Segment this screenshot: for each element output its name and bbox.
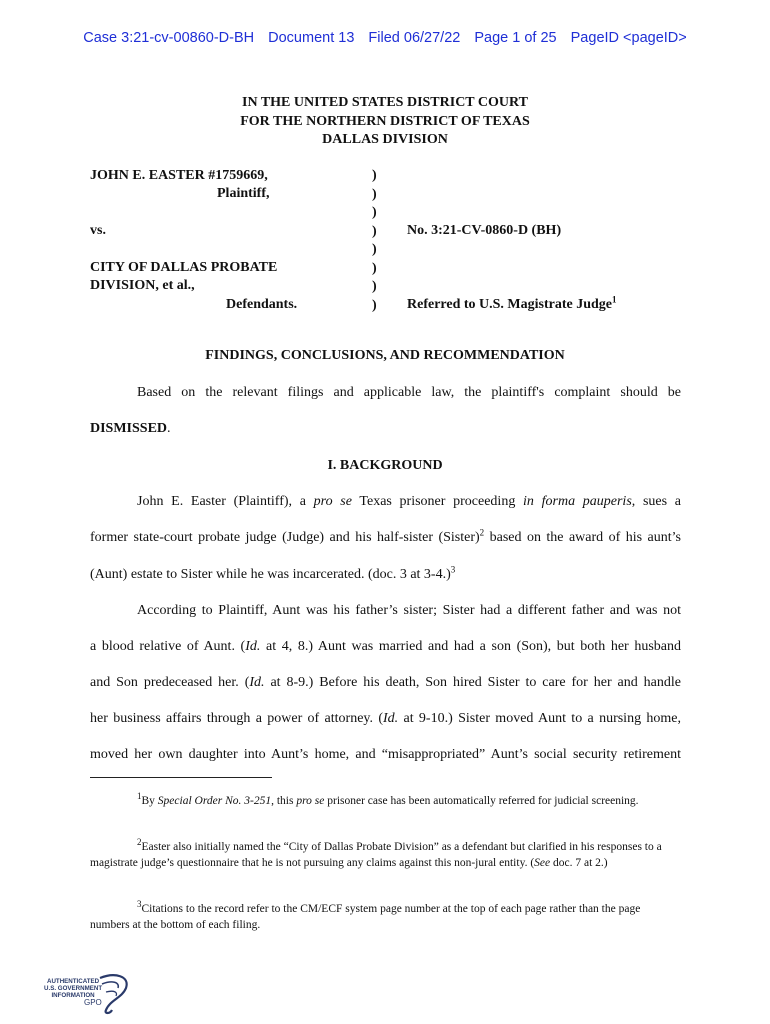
plaintiff-role: Plaintiff, [217, 186, 270, 201]
court-line-3: DALLAS DIVISION [322, 132, 448, 147]
intro-line-1: Based on the relevant filings and applicable law, the plaintiff's complaint should be [137, 385, 681, 400]
para1-line-3: (Aunt) estate to Sister while he was incarcerated. (doc. 3 at 3-4.)$^3$ [90, 564, 456, 582]
court-line-2: FOR THE NORTHERN DISTRICT OF TEXAS [240, 113, 530, 129]
para2-line-2: a blood relative of Aunt. (Id. at 4, 8.) Aunt was married and had a son (Son), but both her husband [90, 639, 681, 654]
page-number: Page 1 of 25 [474, 30, 557, 46]
court-line-1: IN THE UNITED STATES DISTRICT COURT [242, 95, 528, 110]
document-title: FINDINGS, CONCLUSIONS, AND RECOMMENDATION [205, 348, 565, 363]
defendant-line-1: CITY OF DALLAS PROBATE [90, 260, 278, 275]
footnote-1: $^1$By Special Order No. 3-251, this pro se prisoner case has been automatically referred for judicial screening. [137, 791, 639, 807]
footnote-2: $^2$Easter also initially named the “City of Dallas Probate Division” as a defendant but clarified in his responses to a magistrate judge’s questionnaire that he is not pursuing any claims against this non-jural entity. (See doc. 7 at 2.) [90, 837, 662, 869]
footnote-3: $^3$Citations to the record refer to the CM/ECF system page number at the top of each page rather than the page numbers at the bottom of each filing. [90, 899, 641, 931]
para1-line-2: former state-court probate judge (Judge) and his half-sister (Sister)$^2$ based on the award of his aunt’s [90, 527, 681, 545]
referral-note: Referred to U.S. Magistrate Judge$^1$ [407, 294, 617, 312]
versus: vs. [90, 223, 106, 238]
footnote-ref-1: 1 [612, 294, 617, 305]
para1-line-1: John E. Easter (Plaintiff), a pro se Texas prisoner proceeding in forma pauperis, sues a [137, 494, 682, 509]
para2-line-4: her business affairs through a power of attorney. (Id. at 9-10.) Sister moved Aunt to a nursing home, [90, 711, 681, 726]
document-header [0, 30, 770, 46]
para2-line-5: moved her own daughter into Aunt’s home, and “misappropriated” Aunt’s social security retirement [90, 747, 681, 762]
filed-date: Filed 06/27/22 [368, 30, 461, 46]
case-number-header: Case 3:21-cv-00860-D-BH [83, 30, 255, 46]
defendant-role: Defendants. [226, 297, 298, 312]
page-id: PageID <pageID> [570, 30, 687, 46]
caption-parentheses: ) ) ) ) ) ) ) ) [372, 168, 377, 313]
footnote-separator [90, 777, 272, 778]
footnote-ref-2: 2 [479, 527, 485, 538]
case-number: No. 3:21-CV-0860-D (BH) [407, 223, 562, 238]
authentication-text: AUTHENTICATED U.S. GOVERNMENT INFORMATION [44, 978, 103, 999]
defendant-line-2: DIVISION, et al., [90, 278, 195, 293]
section-heading-background: I. BACKGROUND [327, 458, 443, 473]
plaintiff-name: JOHN E. EASTER #1759669, [90, 168, 268, 183]
para2-line-3: and Son predeceased her. (Id. at 8-9.) Before his death, Son hired Sister to care for her and handle [90, 675, 681, 690]
gpo-label: GPO [84, 998, 102, 1007]
para2-line-1: According to Plaintiff, Aunt was his father’s sister; Sister had a different father and was not [137, 603, 681, 618]
document-number: Document 13 [268, 30, 355, 46]
intro-line-2: DISMISSED. [90, 421, 171, 436]
dismissed-text: DISMISSED [90, 421, 168, 436]
footnote-ref-3: 3 [450, 564, 456, 575]
court-heading [0, 94, 770, 150]
